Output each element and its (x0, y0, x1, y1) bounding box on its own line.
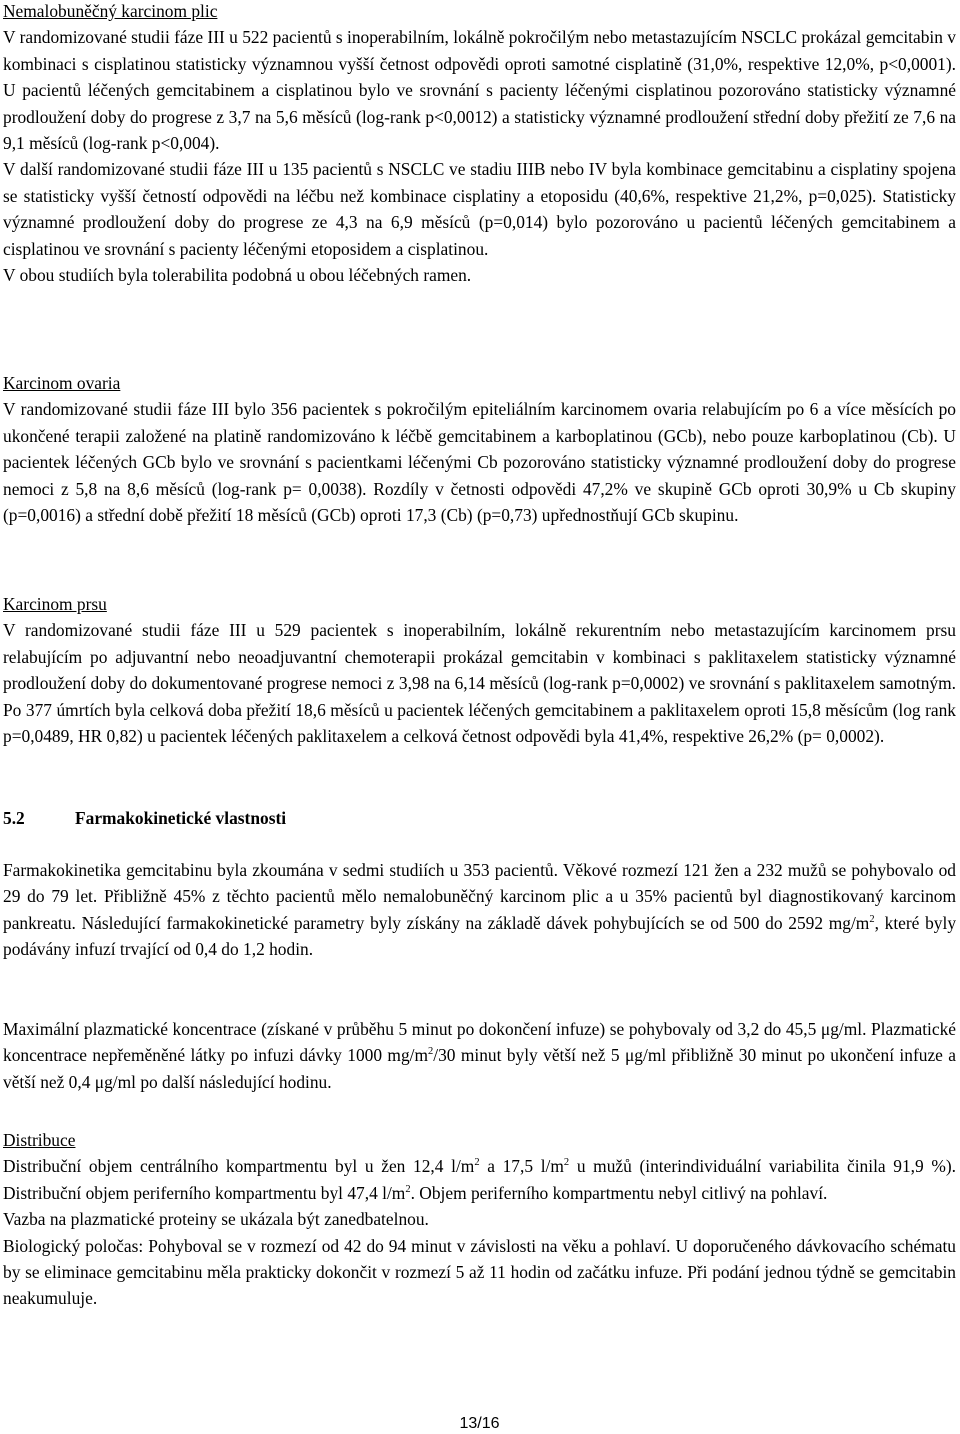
heading-nsclc: Nemalobuněčný karcinom plic (3, 1, 218, 21)
pk-p2-text-a: Maximální plazmatické koncentrace (získané v průběhu 5 minut po dokončení infuze) se pohybovaly od 3,2 do 45,5 μg/ml. Plazmatické koncentrace nepřeměněné látky po infuzi dávky 1000 mg/m (3, 1019, 956, 1066)
nsclc-paragraph-2: V další randomizované studii fáze III u 135 pacientů s NSCLC ve stadiu IIIB nebo IV byla kombinace gemcitabinu a cisplatiny spojena se statisticky vyšší četností odpovědi na léčbu než kombinace cisplatiny a etoposidu (40,6%, respektive 21,2%, p=0,025). Statisticky významné prodloužení doby do progrese ze 4,3 na 6,9 měsíců (p=0,014) bylo pozorováno u pacientů léčených gemcitabinem a cisplatinou ve srovnání s pacienty léčenými etoposidem a cisplatinou. (3, 159, 956, 259)
dist-p1-superscript-1: 2 (474, 1157, 480, 1169)
page-number: 13/16 (459, 1415, 500, 1432)
heading-breast: Karcinom prsu (3, 594, 107, 614)
pk-p1-superscript: 2 (869, 914, 875, 926)
pk-paragraph-1 (3, 857, 956, 963)
distribution-paragraph-3: Biologický poločas: Pohyboval se v rozmezí od 42 do 94 minut v závislosti na věku a pohlaví. U doporučeného dávkovacího schématu by se eliminace gemcitabinu měla prakticky dokončit v rozmezí 5 až 11 hodin od začátku infuze. Při podání jednou týdně se gemcitabin neakumuluje. (3, 1235, 956, 1309)
pk-p2-superscript: 2 (428, 1046, 434, 1058)
ovarian-paragraph-1: V randomizované studii fáze III bylo 356 pacientek s pokročilým epiteliálním karcinomem ovaria relabujícím po 6 a více měsících po ukončené terapii založené na platině randomizováno k léčbě gemcitabinem a karboplatinou (GCb), nebo pouze karboplatinou (Cb). U pacientek léčených GCb bylo ve srovnání s pacientkami léčenými Cb pozorováno statisticky významné prodloužení doby do progrese nemoci z 5,8 na 8,6 měsíců (log-rank p= 0,0038). Rozdíly v četnosti odpovědi 47,2% ve skupině GCb oproti 30,9% u Cb skupiny (p=0,0016) a střední době přežití 18 měsíců (GCb) oproti 17,3 (Cb) (p=0,73) upřednostňují GCb skupinu. (3, 399, 956, 526)
dist-p1-text-b: a 17,5 l/m (479, 1156, 564, 1177)
pk-p2-text-b: /30 minut byly větší než 5 μg/ml přibližně 30 minut po ukončení infuze a větší než 0,4 μg/ml po další následující hodinu. (3, 1045, 956, 1092)
section-distribution (3, 1127, 956, 1312)
heading-distribution: Distribuce (3, 1130, 76, 1150)
nsclc-paragraph-1: V randomizované studii fáze III u 522 pacientů s inoperabilním, lokálně pokročilým nebo metastazujícím NSCLC prokázal gemcitabin v kombinaci s cisplatinou statisticky významnou vyšší četnost odpovědi oproti samotné cisplatině (31,0%, respektive 12,0%, p<0,0001). U pacientů léčených gemcitabinem a cisplatinou bylo ve srovnání s pacienty léčenými cisplatinou pozorováno statisticky významné prodloužení doby do progrese z 3,7 na 5,6 měsíců (log-rank p<0,0012) a statisticky významné prodloužení střední doby přežití ze 7,6 na 9,1 měsíců (log-rank p<0,004). (3, 27, 957, 154)
dist-p1-superscript-3: 2 (405, 1184, 411, 1196)
dist-p1-text-a: Distribuční objem centrálního kompartmentu byl u žen 12,4 l/m (3, 1156, 475, 1177)
pk-p1-text-b: , které byly podávány infuzí trvající od 0,4 do 1,2 hodin. (3, 912, 957, 960)
dist-p1-superscript-2: 2 (563, 1157, 570, 1169)
distribution-paragraph-2: Vazba na plazmatické proteiny se ukázala být zanedbatelnou. (3, 1209, 429, 1230)
heading-ovarian: Karcinom ovaria (3, 373, 121, 393)
section-number: 5.2 (3, 808, 25, 828)
section-nsclc (3, 0, 956, 288)
section-title-pharmacokinetics (3, 805, 286, 831)
dist-p1-text-d: . Objem periferního kompartmentu nebyl citlivý na pohlaví. (410, 1182, 828, 1203)
nsclc-paragraph-3: V obou studiích byla tolerabilita podobná u obou léčebných ramen. (3, 265, 472, 286)
section-breast (3, 591, 956, 749)
pk-paragraph-2 (3, 1016, 956, 1095)
section-title-text: Farmakokinetické vlastnosti (75, 808, 287, 828)
dist-p1-text-c: u mužů (interindividuální variabilita činila 91,9 %). Distribuční objem periferního kompartmentu byl 47,4 l/m (3, 1156, 956, 1203)
distribution-paragraph-1 (3, 1153, 956, 1206)
pk-p1-text-a: Farmakokinetika gemcitabinu byla zkoumána v sedmi studiích u 353 pacientů. Věkové rozmezí 121 žen a 232 mužů se pohybovalo od 29 do 79 let. Přibližně 45% z těchto pacientů mělo nemalobuněčný karcinom plic a u 35% pacientů byl diagnostikovaný karcinom pankreatu. Následující farmakokinetické parametry byly získány na základě dávek pohybujících se od 500 do 2592 mg/m (3, 860, 956, 933)
section-ovarian (3, 370, 956, 528)
breast-paragraph-1: V randomizované studii fáze III u 529 pacientek s inoperabilním, lokálně rekurentním nebo metastazujícím karcinomem prsu relabujícím po adjuvantní nebo neoadjuvantní chemoterapii prokázal gemcitabin v kombinaci s paklitaxelem statisticky významné prodloužení doby do dokumentované progrese nemoci z 3,98 na 6,14 měsíců (log-rank p=0,0002) ve srovnání s paklitaxelem samotným. Po 377 úmrtích byla celková doba přežití 18,6 měsíců u pacientek léčených gemcitabinem a paklitaxelem oproti 15,8 měsícům (log rank p=0,0489, HR 0,82) u pacientek léčených paklitaxelem a celková četnost odpovědi byla 41,4%, respektive 26,2% (p= 0,0002). (3, 620, 956, 747)
